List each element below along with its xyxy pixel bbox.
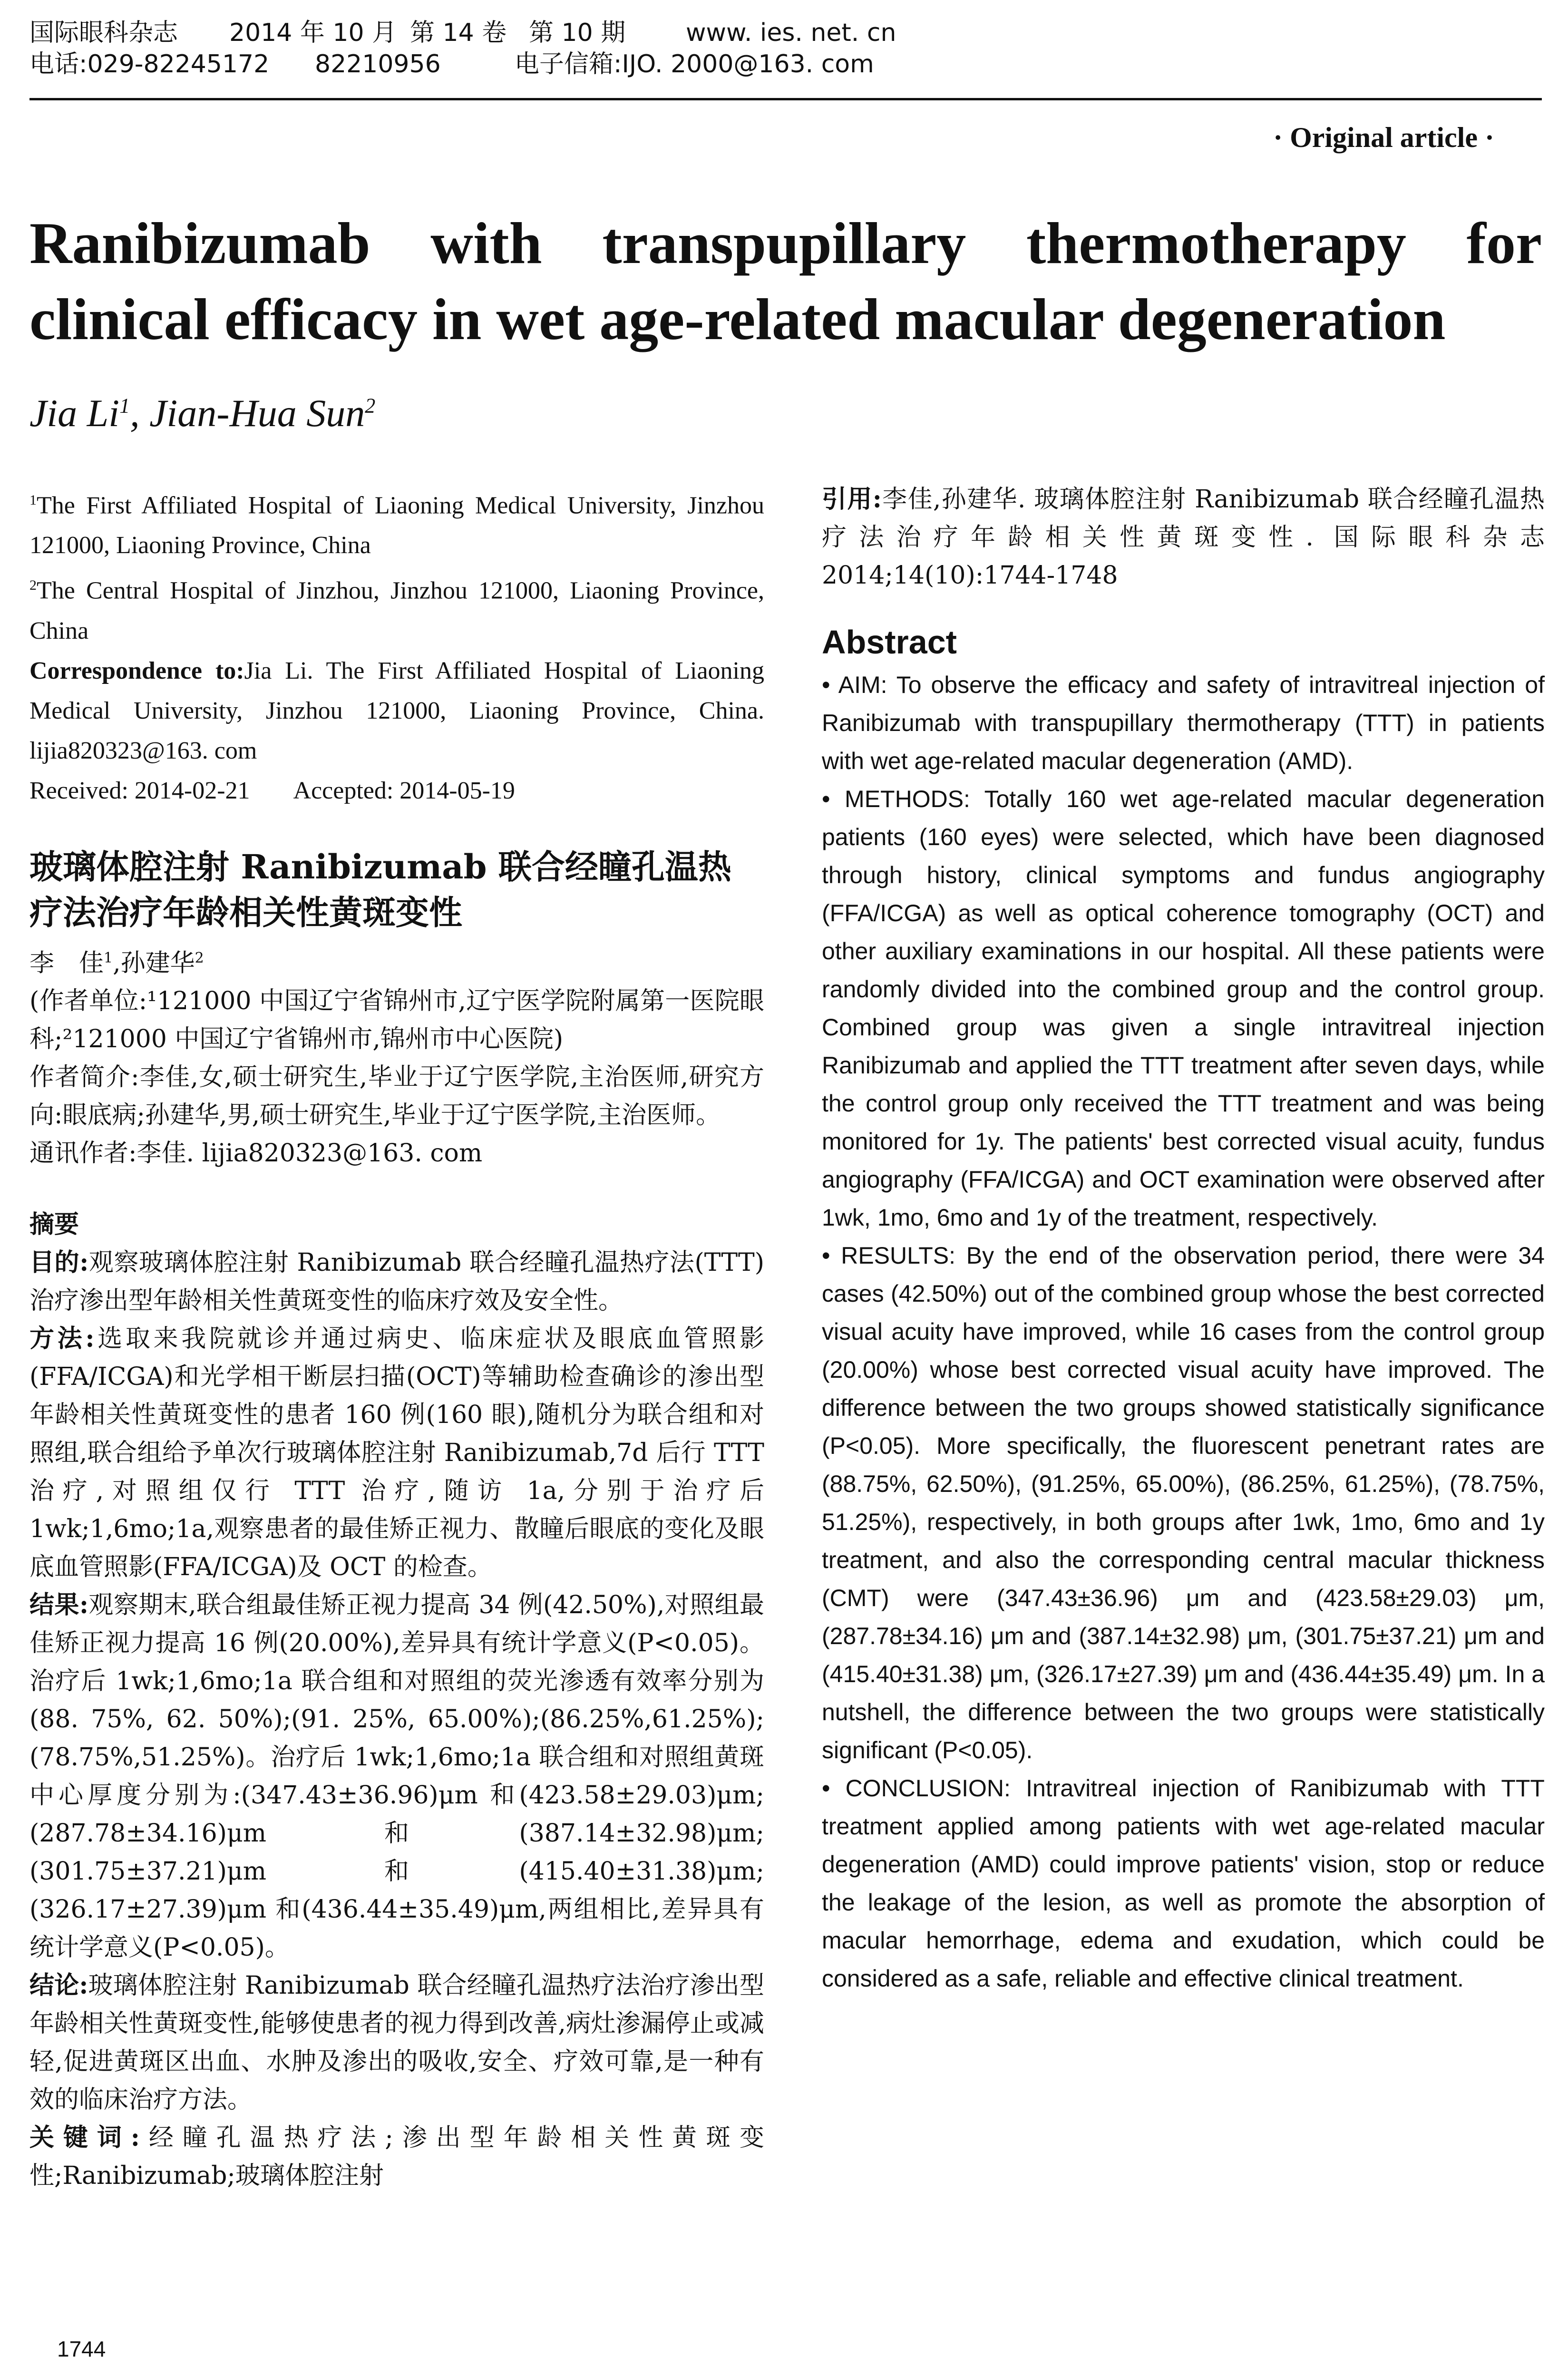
cn-author-sup: 1 xyxy=(104,949,113,966)
journal-name: 国际眼科杂志 xyxy=(29,19,178,47)
affiliation-text: The Central Hospital of Jinzhou, Jinzhou 121000, Liaoning Province, China xyxy=(29,577,764,644)
abstract-results-label: • RESULTS: xyxy=(822,1242,956,1269)
article-title xyxy=(29,205,1542,358)
abstract-body xyxy=(822,666,1545,1997)
abstract-aim xyxy=(822,666,1545,780)
cn-contact: 通讯作者:李佳. lijia820323@163. com xyxy=(29,1139,483,1168)
received-date: Received: 2014-02-21 xyxy=(29,777,250,804)
journal-phone-2: 82210956 xyxy=(315,50,441,78)
title-word: with xyxy=(430,211,542,276)
article-title-line2: clinical efficacy in wet age-related macular degeneration xyxy=(29,287,1446,352)
affiliation-2 xyxy=(29,565,764,651)
title-word: for xyxy=(1466,211,1542,276)
cn-front-matter xyxy=(29,939,764,2195)
correspondence xyxy=(29,651,764,771)
right-column xyxy=(822,480,1545,1997)
correspondence-text: Jia Li. The First Affiliated Hospital of Liaoning Medical University, Jinzhou 121000, Liaoning Province, China. lijia820323@163. com xyxy=(29,657,764,764)
abstract-heading: Abstract xyxy=(822,623,957,661)
cn-methods-label: 方法: xyxy=(29,1324,95,1353)
affiliation-sup: 2 xyxy=(29,577,37,594)
abstract-methods-text: Totally 160 wet age-related macular degeneration patients (160 eyes) were selected, which have been diagnosed through history, clinical symptoms and fundus angiography (FFA/ICGA) as well as optical coherence tomography (OCT) and other auxiliary examinations in our hospital. All these patients were randomly divided into the combined group and the control group. Combined group was given a single intravitreal injection Ranibizumab and applied the TTT treatment after seven days, while the control group only received the TTT treatment and was being monitored for 1y. The patients' best corrected visual acuity, fundus angiography (FFA/ICGA) and OCT examination were observed after 1wk, 1mo, 6mo and 1y of the treatment, respectively. xyxy=(822,786,1545,1231)
abstract-results xyxy=(822,1237,1545,1769)
cn-aim-label: 目的: xyxy=(29,1247,89,1277)
page-number: 1744 xyxy=(57,2337,106,2361)
cn-author: 李 佳 xyxy=(29,948,104,977)
cn-author-sup: 2 xyxy=(195,949,204,966)
cn-conclusion-label: 结论: xyxy=(29,1970,88,2000)
affiliation-text: The First Affiliated Hospital of Liaoning Medical University, Jinzhou 121000, Liaoning Province, China xyxy=(29,492,764,559)
journal-website: www. ies. net. cn xyxy=(686,19,896,47)
issue-number: 第 10 期 xyxy=(529,19,626,47)
cn-methods-text: 选取来我院就诊并通过病史、临床症状及眼底血管照影(FFA/ICGA)和光学相干断层扫描(OCT)等辅助检查确诊的渗出型年龄相关性黄斑变性的患者 160 例(160 眼),随机分为联合组和对照组,联合组给予单次行玻璃体腔注射 Ranibizumab,7d 后行 TTT 治疗,对照组仅行 TTT 治疗,随访 1a,分别于治疗后 1wk;1,6mo;1a,观察患者的最佳矫正视力、散瞳后眼底的变化及眼底血管照影(FFA/ICGA)及 OCT 的检查。 xyxy=(29,1324,764,1581)
cn-abstract-heading: 摘要 xyxy=(29,1209,79,1239)
cn-author: ,孙建华 xyxy=(113,948,195,977)
title-word: thermotherapy xyxy=(1026,211,1406,276)
abstract-conclusion-text: Intravitreal injection of Ranibizumab with TTT treatment applied among patients with wet age-related macular degeneration (AMD) could improve patients' vision, stop or reduce the leakage of the lesion, as well as promote the absorption of macular hemorrhage, edema and exudation, which could be considered as a safe, reliable and effective clinical treatment. xyxy=(822,1775,1545,1992)
citation-text: 李佳,孙建华. 玻璃体腔注射 Ranibizumab 联合经瞳孔温热疗法治疗年龄相关性黄斑变性. 国际眼科杂志 2014;14(10):1744-1748 xyxy=(822,485,1545,590)
volume: 第 14 卷 xyxy=(410,19,507,47)
journal-header-line2 xyxy=(29,49,1547,80)
abstract-conclusion-label: • CONCLUSION: xyxy=(822,1775,1011,1802)
cn-conclusion-text: 玻璃体腔注射 Ranibizumab 联合经瞳孔温热疗法治疗渗出型年龄相关性黄斑变性,能够使患者的视力得到改善,病灶渗漏停止或减轻,促进黄斑区出血、水肿及渗出的吸收,安全、疗效可靠,是一种有效的临床治疗方法。 xyxy=(29,1971,764,2114)
cn-results-label: 结果: xyxy=(29,1590,89,1619)
cn-bio: 作者简介:李佳,女,硕士研究生,毕业于辽宁医学院,主治医师,研究方向:眼底病;孙建华,男,硕士研究生,毕业于辽宁医学院,主治医师。 xyxy=(29,1062,764,1130)
cn-keywords-label: 关键词: xyxy=(29,2123,140,2152)
accepted-date: Accepted: 2014-05-19 xyxy=(293,777,515,804)
title-word: Ranibizumab xyxy=(29,211,370,276)
article-title-line1 xyxy=(29,205,1542,282)
journal-phone: 电话:029-82245172 xyxy=(29,50,270,78)
cn-results xyxy=(29,1586,764,1967)
author-affil-sup: 1 xyxy=(119,394,130,418)
journal-email: 电子信箱:IJO. 2000@163. com xyxy=(515,50,874,78)
author-affil-sup: 2 xyxy=(365,394,376,418)
abstract-methods xyxy=(822,780,1545,1237)
cn-keywords-text: 经瞳孔温热疗法;渗出型年龄相关性黄斑变性;Ranibizumab;玻璃体腔注射 xyxy=(29,2123,764,2190)
journal-header xyxy=(29,17,1547,80)
abstract-conclusion xyxy=(822,1769,1545,1997)
cn-unit: (作者单位:¹121000 中国辽宁省锦州市,辽宁医学院附属第一医院眼科;²121000 中国辽宁省锦州市,锦州市中心医院) xyxy=(29,986,764,1053)
citation-label: 引用: xyxy=(822,485,882,514)
author-name: Jian-Hua Sun xyxy=(149,391,365,435)
author-separator: , xyxy=(130,391,150,435)
affiliation-1 xyxy=(29,480,764,565)
affiliation-sup: 1 xyxy=(29,492,37,508)
title-word: transpupillary xyxy=(602,211,966,276)
cn-methods xyxy=(29,1320,764,1586)
header-divider xyxy=(29,98,1542,100)
cn-title: 玻璃体腔注射 Ranibizumab 联合经瞳孔温热疗法治疗年龄相关性黄斑变性 xyxy=(29,847,731,932)
abstract-aim-label: • AIM: xyxy=(822,672,887,698)
cn-aim xyxy=(29,1244,764,1320)
dates xyxy=(29,771,764,811)
cn-results-text: 观察期末,联合组最佳矫正视力提高 34 例(42.50%),对照组最佳矫正视力提高 16 例(20.00%),差异具有统计学意义(P<0.05)。治疗后 1wk;1,6mo;1a 联合组和对照组的荧光渗透有效率分别为(88. 75%, 62. 50%);(91. 25%, 65.00%);(86.25%,61.25%);(78.75%,51.25%)。治疗后 1wk;1,6mo;1a 联合组和对照组黄斑中心厚度分别为:(347.43±36.96)μm 和(423.58±29.03)μm;(287.78±34.16)μm 和(387.14±32.98)μm;(301.75±37.21)μm 和(415.40±31.38)μm;(326.17±27.39)μm 和(436.44±35.49)μm,两组相比,差异具有统计学意义(P<0.05)。 xyxy=(29,1590,764,1962)
cn-aim-text: 观察玻璃体腔注射 Ranibizumab 联合经瞳孔温热疗法(TTT)治疗渗出型年龄相关性黄斑变性的临床疗效及安全性。 xyxy=(29,1248,764,1315)
cn-authors xyxy=(29,939,764,982)
affiliations xyxy=(29,480,764,811)
citation xyxy=(822,480,1545,594)
article-type: · Original article · xyxy=(1273,122,1494,153)
author-list xyxy=(29,391,375,436)
cn-conclusion xyxy=(29,1967,764,2119)
cn-keywords xyxy=(29,2119,764,2195)
journal-header-line1 xyxy=(29,17,1547,49)
correspondence-label: Correspondence to: xyxy=(29,657,244,684)
abstract-methods-label: • METHODS: xyxy=(822,786,970,812)
author-name: Jia Li xyxy=(29,391,120,435)
issue-date: 2014 年 10 月 xyxy=(229,19,397,47)
abstract-aim-text: To observe the efficacy and safety of intravitreal injection of Ranibizumab with transpupillary thermotherapy (TTT) in patients with wet age-related macular degeneration (AMD). xyxy=(822,672,1545,774)
left-column xyxy=(29,480,764,2195)
abstract-results-text: By the end of the observation period, there were 34 cases (42.50%) out of the combined group whose the best corrected visual acuity have improved, while 16 cases from the control group (20.00%) whose best corrected visual acuity have improved. The difference between the two groups showed statistically significance (P<0.05). More specifically, the fluorescent penetrant rates are (88.75%, 62.50%), (91.25%, 65.00%), (86.25%, 61.25%), (78.75%, 51.25%), respectively, in both groups after 1wk, 1mo, 6mo and 1y treatment, and also the corresponding central macular thickness (CMT) were (347.43±36.96) μm and (423.58±29.03) μm, (287.78±34.16) μm and (387.14±32.98) μm, (301.75±37.21) μm and (415.40±31.38) μm, (326.17±27.39) μm and (436.44±35.49) μm. In a nutshell, the difference between the two groups were statistically significant (P<0.05). xyxy=(822,1242,1545,1763)
